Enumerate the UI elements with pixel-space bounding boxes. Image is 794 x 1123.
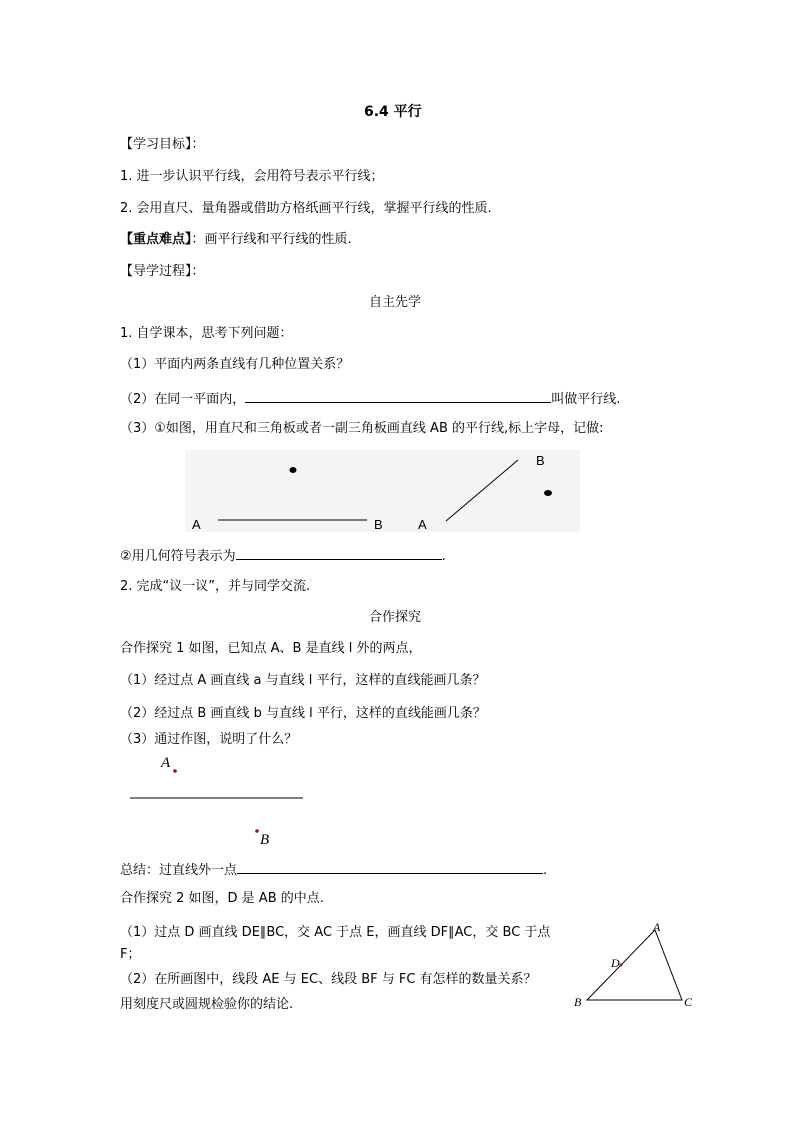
point-b bbox=[255, 829, 259, 833]
point-dot bbox=[290, 467, 297, 473]
label-b: B bbox=[260, 832, 270, 848]
point-dot bbox=[544, 490, 552, 496]
label-a: A bbox=[161, 755, 171, 771]
self-study-heading: 自主先学 bbox=[369, 295, 422, 310]
objectives-heading: 【学习目标】： bbox=[120, 137, 205, 152]
label-a: A bbox=[418, 517, 427, 532]
key-points bbox=[120, 231, 352, 249]
answer-blank[interactable] bbox=[237, 859, 543, 874]
question-3b-suffix: . bbox=[441, 549, 446, 564]
question-3b bbox=[120, 545, 446, 566]
label-a: A bbox=[653, 920, 661, 934]
exercise-2-question-1: （1）过点 D 画直线 DE∥BC，交 AC 于点 E，画直线 DF∥AC，交 BC 于点 bbox=[120, 925, 551, 940]
exercise-1-intro: 合作探究 1 如图，已知点 A、B 是直线 l 外的两点， bbox=[120, 641, 422, 656]
exercise-1-question-2: （2）经过点 B 画直线 b 与直线 l 平行，这样的直线能画几条？ bbox=[120, 706, 486, 721]
question-2 bbox=[120, 388, 620, 409]
question-1: （1）平面内两条直线有几种位置关系？ bbox=[120, 357, 350, 372]
point-a bbox=[173, 769, 177, 773]
key-points-text: ：画平行线和平行线的性质. bbox=[191, 232, 352, 247]
process-heading: 【导学过程】： bbox=[120, 264, 205, 279]
self-study-item-1: 1. 自学课本，思考下列问题： bbox=[120, 326, 293, 341]
exercise-2-question-1-cont: F； bbox=[120, 947, 141, 962]
label-c: C bbox=[684, 995, 693, 1009]
label-d: D bbox=[611, 956, 620, 970]
exercise-1-question-3: （3）通过作图，说明了什么？ bbox=[120, 732, 298, 747]
summary-prefix: 总结：过直线外一点 bbox=[120, 863, 238, 878]
answer-blank[interactable] bbox=[245, 388, 551, 403]
exercise-2-question-2-cont: 用刻度尺或圆规检验你的结论. bbox=[120, 997, 294, 1012]
summary-suffix: . bbox=[543, 863, 548, 878]
coop-heading: 合作探究 bbox=[369, 610, 422, 625]
exercise-1-question-1: （1）经过点 A 画直线 a 与直线 l 平行，这样的直线能画几条？ bbox=[120, 673, 486, 688]
question-2-suffix: 叫做平行线. bbox=[551, 392, 621, 407]
triangle-abc bbox=[587, 930, 682, 1000]
label-b: B bbox=[536, 453, 545, 468]
exercise-2-intro: 合作探究 2 如图，D 是 AB 的中点. bbox=[120, 891, 324, 906]
objective-item: 2. 会用直尺、量角器或借助方格纸画平行线，掌握平行线的性质. bbox=[120, 201, 492, 216]
key-points-label: 【重点难点】 bbox=[120, 232, 192, 247]
page-title: 6.4 平行 bbox=[364, 104, 422, 120]
question-3: （3）①如图，用直尺和三角板或者一副三角板画直线 AB 的平行线,标上字母，记做: bbox=[120, 421, 604, 436]
label-b: B bbox=[374, 517, 383, 532]
exercise-2-question-2: （2）在所画图中，线段 AE 与 EC、线段 BF 与 FC 有怎样的数量关系？ bbox=[120, 972, 537, 987]
points-line-figure bbox=[120, 760, 320, 850]
label-b: B bbox=[574, 995, 582, 1009]
summary bbox=[120, 859, 547, 880]
self-study-item-2: 2. 完成“议一议”，并与同学交流. bbox=[120, 579, 311, 594]
answer-blank[interactable] bbox=[236, 545, 442, 560]
label-a: A bbox=[192, 517, 201, 532]
question-2-prefix: （2）在同一平面内， bbox=[120, 392, 246, 407]
triangle-figure bbox=[570, 918, 700, 1018]
question-3b-prefix: ②用几何符号表示为 bbox=[120, 549, 236, 564]
objective-item: 1. 进一步认识平行线，会用符号表示平行线； bbox=[120, 169, 384, 184]
